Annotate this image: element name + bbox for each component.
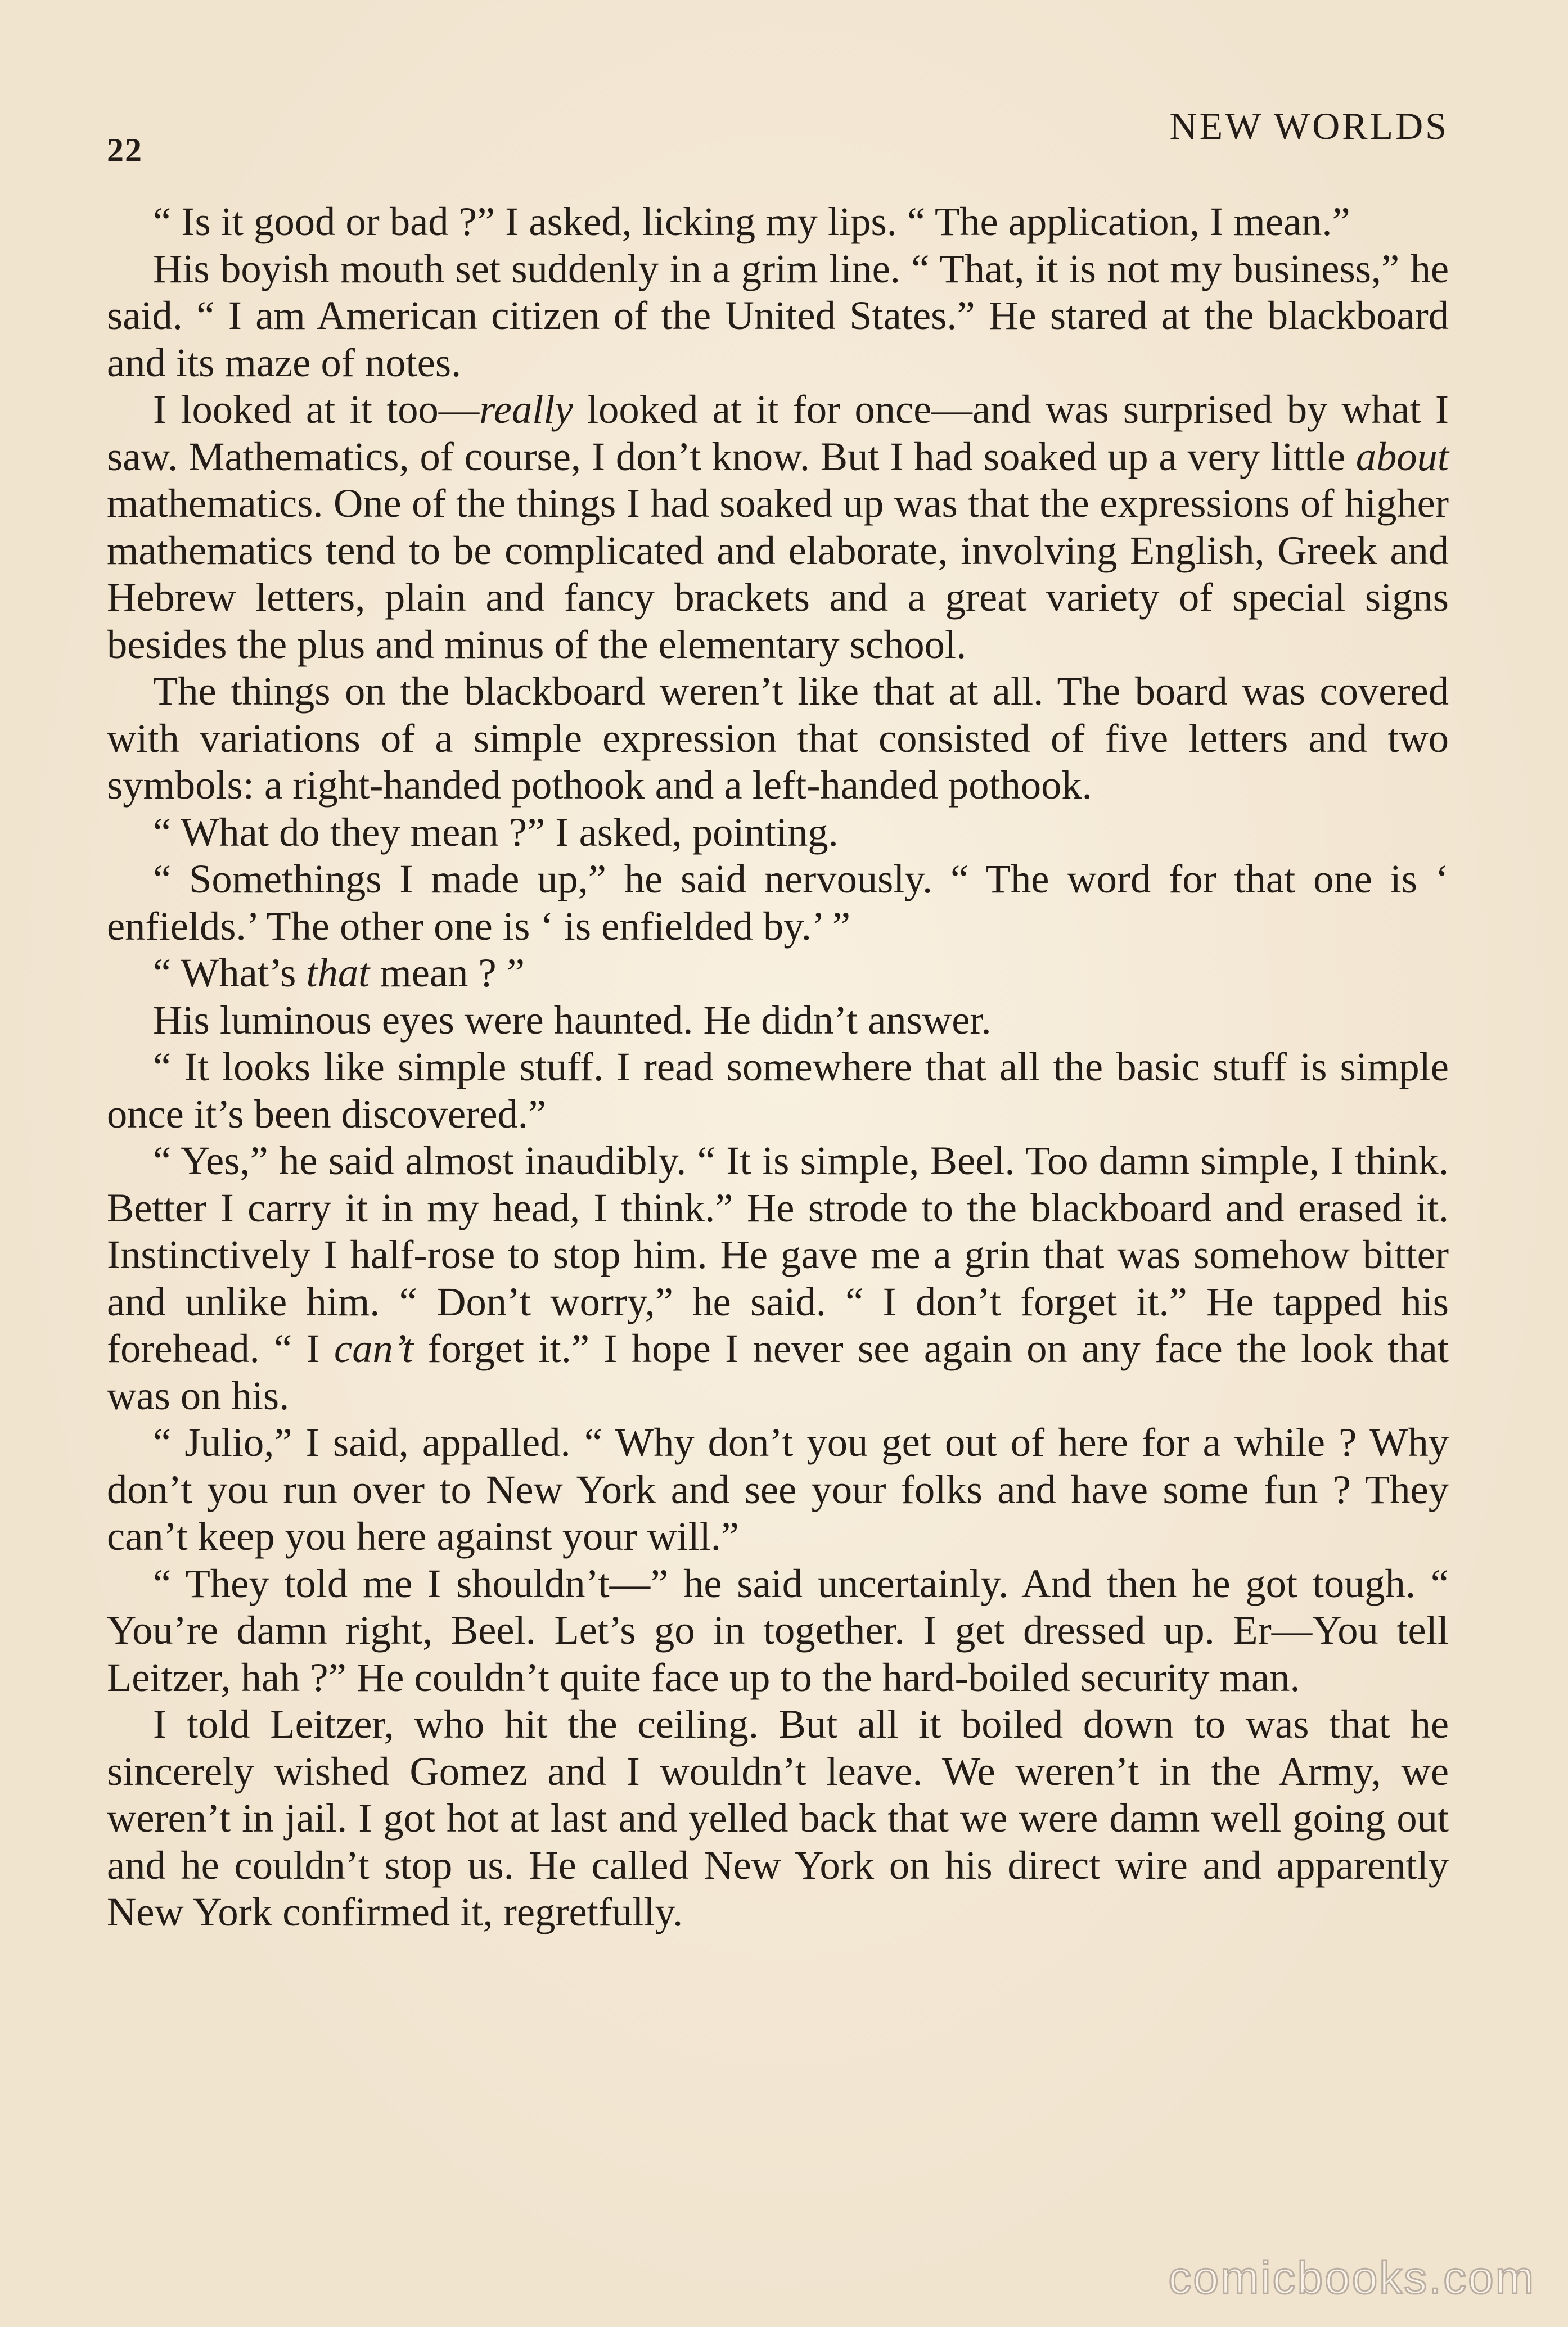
italic-emphasis: really <box>479 386 573 432</box>
paragraph-1 <box>107 198 1449 245</box>
paragraph-text: looked at it for once—and was surprised by what I saw. Mathematics, of course, I don’t know. But I had soaked up a very little <box>107 386 1449 479</box>
paragraph-text: “ It looks like simple stuff. I read somewhere that all the basic stuff is simple once it’s been discovered.” <box>107 1044 1449 1137</box>
italic-emphasis: can’t <box>334 1325 413 1371</box>
paragraph-text: mathematics. One of the things I had soaked up was that the expressions of higher mathematics tend to be complicated and elaborate, involving English, Greek and Hebrew letters, plain and fancy brackets and a great variety of special signs besides the plus and minus of the elementary school. <box>107 480 1449 667</box>
paragraph-text: His boyish mouth set suddenly in a grim line. “ That, it is not my business,” he said. “ I am American citizen of the United States.” He stared at the blackboard and its maze of notes. <box>107 245 1449 385</box>
paragraph-8 <box>107 996 1449 1044</box>
paragraph-3 <box>107 386 1449 668</box>
body-text <box>107 198 1449 1936</box>
paragraph-text: The things on the blackboard weren’t like that at all. The board was covered with variations of a simple expression that consisted of five letters and two symbols: a right-handed pothook and a left-handed pothook. <box>107 668 1449 808</box>
paragraph-11 <box>107 1419 1449 1560</box>
paragraph-10 <box>107 1137 1449 1419</box>
paragraph-text: “ What’s <box>153 950 307 995</box>
paragraph-text: I looked at it too— <box>153 386 480 432</box>
paragraph-text: “ Is it good or bad ?” I asked, licking my lips. “ The application, I mean.” <box>153 199 1350 244</box>
paragraph-text: mean ? ” <box>370 950 525 995</box>
paragraph-4 <box>107 668 1449 809</box>
running-head: NEW WORLDS <box>1169 105 1449 147</box>
paragraph-text: “ Julio,” I said, appalled. “ Why don’t you get out of here for a while ? Why don’t you run over to New York and see your folks and have some fun ? They can’t keep you here against your will.” <box>107 1419 1449 1559</box>
paragraph-text: His luminous eyes were haunted. He didn’t answer. <box>153 996 992 1043</box>
paragraph-12 <box>107 1560 1449 1701</box>
watermark-text: comicbooks.com <box>1168 2252 1535 2303</box>
page-number: 22 <box>107 132 143 169</box>
italic-emphasis: about <box>1355 433 1449 479</box>
paragraph-7 <box>107 949 1449 996</box>
page-header <box>107 104 1449 169</box>
paragraph-text: “ They told me I shouldn’t—” he said uncertainly. And then he got tough. “ You’re damn right, Beel. Let’s go in together. I get dressed up. Er—You tell Leitzer, hah ?” He couldn’t quite face up to the hard-boiled security man. <box>107 1560 1449 1700</box>
paragraph-13 <box>107 1701 1449 1936</box>
paragraph-6 <box>107 855 1449 949</box>
paragraph-text: I told Leitzer, who hit the ceiling. But all it boiled down to was that he sincerely wished Gomez and I wouldn’t leave. We weren’t in the Army, we weren’t in jail. I got hot at last and yelled back that we were damn well going out and he couldn’t stop us. He called New York on his direct wire and apparently New York confirmed it, regretfully. <box>107 1701 1449 1934</box>
paragraph-text: “ Yes,” he said almost inaudibly. “ It is simple, Beel. Too damn simple, I think. Better I carry it in my head, I think.” He strode to the blackboard and erased it. Instinctively I half-rose to stop him. He gave me a grin that was somehow bitter and unlike him. “ Don’t worry,” he said. “ I don’t forget it.” He tapped his forehead. “ I <box>107 1138 1449 1371</box>
paragraph-text: “ Somethings I made up,” he said nervously. “ The word for that one is ‘ enfields.’ The other one is ‘ is enfielded by.’ ” <box>107 856 1449 949</box>
paragraph-text: “ What do they mean ?” I asked, pointing. <box>153 809 839 855</box>
paragraph-9 <box>107 1043 1449 1137</box>
paragraph-2 <box>107 245 1449 386</box>
paragraph-text: forget it.” I hope I never see again on any face the look that was on his. <box>107 1325 1449 1418</box>
paragraph-5 <box>107 809 1449 856</box>
italic-emphasis: that <box>306 950 370 995</box>
